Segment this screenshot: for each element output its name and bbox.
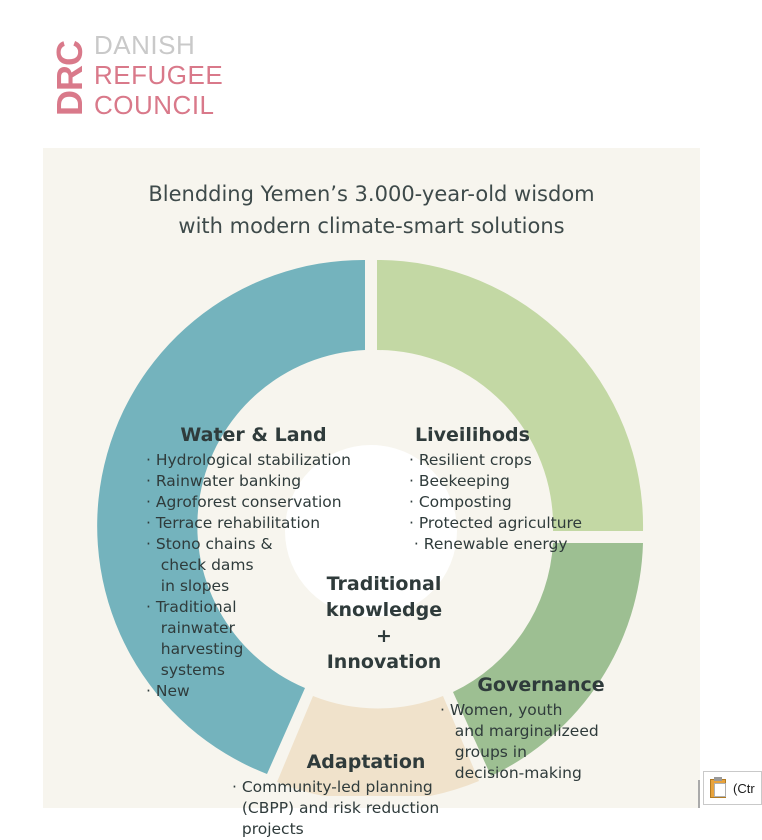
drc-logo [46,28,276,120]
segment-item: · Resilient crops [409,451,532,469]
segment-item: harvesting [146,640,244,658]
segment-item: · Composting [409,493,512,511]
segment-item: · Renewable energy [409,535,568,553]
drc-logo-line-3: COUNCIL [94,90,215,120]
segment-title-governance: Governance [477,674,605,696]
center-label-line: Innovation [326,651,442,673]
segment-title-water-land: Water & Land [180,424,327,446]
segment-item: · Community-led planning [232,778,433,796]
donut-center-label [309,571,459,675]
chart-title-line-1: Blendding Yemen’s 3.000-year-old wisdom [148,182,595,206]
segment-item: · New [146,682,190,700]
donut-chart [91,256,651,838]
drc-logo-mark [48,28,92,120]
segment-item: groups in [440,743,527,761]
drc-logo-line-2: REFUGEE [94,60,224,90]
segment-item: and marginalizeed [440,722,599,740]
segment-item: projects [232,820,304,838]
segment-item: · Beekeeping [409,472,510,490]
segment-item: check dams [146,556,254,574]
segment-item: · Hydrological stabilization [146,451,351,469]
paste-options-button[interactable] [703,771,762,805]
segment-item: (CBPP) and risk reduction [232,799,440,817]
chart-title [43,178,700,242]
center-label-line: Traditional [326,573,442,595]
segment-title-adaptation: Adaptation [306,751,426,773]
segment-label-livelihoods [409,424,639,555]
segment-item: in slopes [146,577,230,595]
drc-logo-wordmark [94,30,223,120]
segment-item: rainwater [146,619,235,637]
segment-item: · Rainwater banking [146,472,302,490]
segment-item: systems [146,661,225,679]
diagram-card [43,148,700,838]
drc-logo-mark-text: DRC [49,41,90,116]
segment-item: · Stono chains & [146,535,273,553]
segment-item: · Traditional [146,598,237,616]
clipboard-paste-icon [710,777,730,799]
segment-item: · Protected agriculture [409,514,583,532]
drc-logo-line-1: DANISH [94,30,196,60]
card-right-edge [698,780,700,808]
segment-item: · Women, youth [440,701,563,719]
segment-item: · Agroforest conservation [146,493,342,511]
segment-items-adaptation [226,777,506,840]
segment-label-adaptation [226,751,506,840]
segment-item: decision-making [440,764,582,782]
paste-options-label: (Ctr [733,780,755,796]
segment-title-livelihoods: Liveilihods [415,424,530,446]
chart-title-line-2: with modern climate-smart solutions [178,214,565,238]
center-label-line: + [376,625,392,647]
center-label-line: knowledge [325,599,443,621]
segment-items-livelihoods [409,450,639,555]
segment-item: · Terrace rehabilitation [146,514,321,532]
